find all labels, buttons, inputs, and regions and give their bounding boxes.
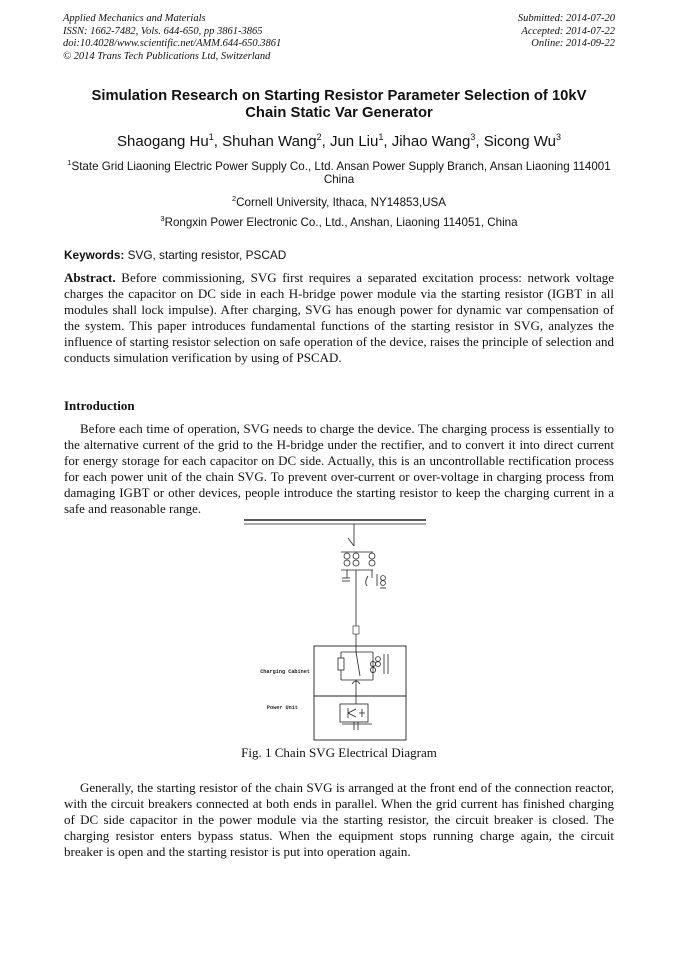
power-unit-box <box>314 696 406 740</box>
copyright: © 2014 Trans Tech Publications Ltd, Switzerland <box>63 50 271 62</box>
online-date: Online: 2014-09-22 <box>531 38 615 50</box>
author: Jun Liu$^1$, <box>329 132 392 150</box>
accepted-date: Accepted: 2014-07-22 <box>521 25 615 37</box>
charging-cabinet-box <box>314 646 406 696</box>
breaker-symbol <box>353 626 359 634</box>
doi: doi:10.4028/www.scientific.net/AMM.644-650.3861 <box>63 38 282 50</box>
affiliation-1: $^1$State Grid Liaoning Electric Power Supply Co., Ltd. Ansan Power Supply Branch, Ansan Liaoning 114001 China <box>67 158 611 187</box>
figure-caption: Fig. 1 Chain SVG Electrical Diagram <box>241 745 437 760</box>
abstract: Abstract. Before commissioning, SVG first requires a separated excitation process: network voltage charges the capacitor on DC side in each H-bridge power module via the starting resistor (IGBT in all modules shall lock impulse). After charging, SVG has enough power for dynamic var compensation of the system. This paper introduces fundamental functions of the starting resistor in SVG, analyzes the influence of starting resistor selection on safe operation of the device, raises the principle of selection and conducts simulation verification by using of PSCAD. <box>64 270 614 366</box>
author: Jihao Wang$^3$, <box>391 132 484 150</box>
electrical-diagram <box>238 516 438 742</box>
journal-name: Applied Mechanics and Materials <box>63 13 206 24</box>
starting-resistor <box>338 658 344 670</box>
section-heading-introduction: Introduction <box>64 398 135 413</box>
author-list <box>40 128 638 151</box>
author: Shuhan Wang$^2$, <box>222 132 330 150</box>
author: Shaogang Hu$^1$, <box>116 132 223 150</box>
dates-header <box>518 13 615 51</box>
keywords: Keywords: SVG, starting resistor, PSCAD <box>64 248 287 262</box>
author: Sicong Wu$^3$ <box>483 132 561 150</box>
submitted-date: Submitted: 2014-07-20 <box>517 13 615 24</box>
journal-header <box>63 13 281 63</box>
issn: ISSN: 1662-7482, Vols. 644-650, pp 3861-3865 <box>63 25 263 37</box>
affiliation-3: $^3$Rongxin Power Electronic Co., Ltd., Anshan, Liaoning 114051, China <box>160 214 518 229</box>
label-power-unit: Power Unit <box>266 705 298 711</box>
body-paragraph-2: Generally, the starting resistor of the chain SVG is arranged at the front end of the connection reactor, with the circuit breakers connected at both ends in parallel. When the grid current has finished charging of DC side capacitor in the power module via the starting resistor, the circuit breaker is closed. The charging resistor enters bypass status. When the equipment stops running charge again, the circuit breaker is open and the starting resistor is put into operation again. <box>64 780 614 860</box>
introduction-paragraph: Before each time of operation, SVG needs to charge the device. The charging process is essentially to the alternative current of the grid to the H-bridge under the rectifier, and to convert it into direct current for energy storage for each capacitor on DC side. Actually, this is an uncontrollable rectification process for each power unit of the chain SVG. To prevent over-current or over-voltage in charging process from damaging IGBT or other devices, people introduce the starting resistor to keep the charging current in a safe and reasonable range. <box>64 421 614 517</box>
label-charging-cabinet: Charging Cabinet <box>260 669 310 675</box>
paper-title: Simulation Research on Starting Resistor Parameter Selection of 10kV Chain Static Var Generator <box>91 88 587 121</box>
affiliation-2: $^2$Cornell University, Ithaca, NY14853,USA <box>231 194 447 209</box>
